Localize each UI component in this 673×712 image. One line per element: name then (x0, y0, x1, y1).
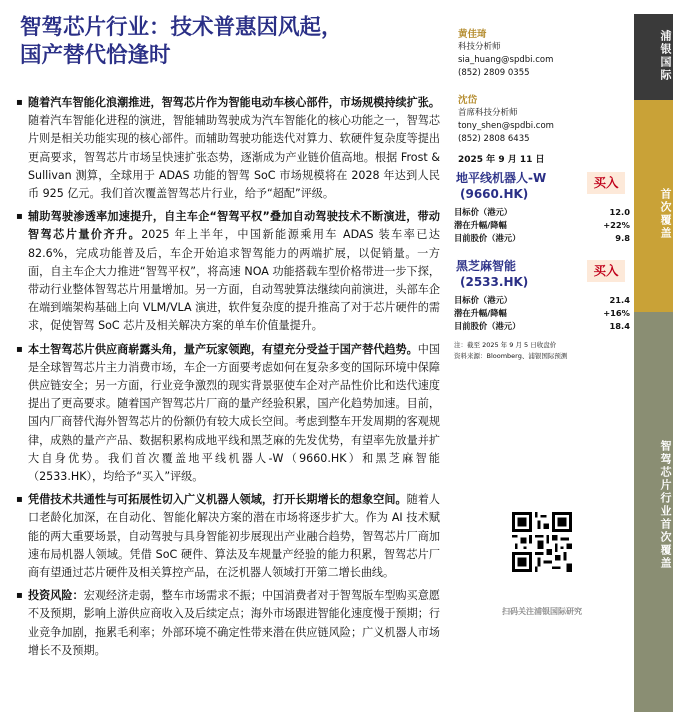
metric-target-price (454, 206, 630, 219)
bullet-adas-penetration (16, 208, 440, 335)
report-title (20, 14, 450, 70)
stock-card-black-sesame (454, 258, 630, 333)
price-notes (454, 340, 630, 362)
note-source: 资料来源：Bloomberg、浦银国际预测 (454, 352, 568, 360)
note-closing-price: 注：截至 2025 年 9 月 5 日收盘价 (454, 341, 557, 349)
analyst-email[interactable]: sia_huang@spdbi.com (458, 55, 554, 65)
stock-name: 地平线机器人-W (456, 171, 547, 185)
bullet-market-growth (16, 94, 440, 203)
bullet-body: 中国是全球智驾芯片主力消费市场，车企一方面要考虑如何在复杂多变的国际环境中保障供应链安全；另一方面，行业竞争激烈的现实背景驱使车企对产品性价比和迭代速度提出了更高要求。随着国产智驾芯片厂商的量产经验积累，国产化趋势加速。目前，国内厂商替代海外智驾芯片的份额仍有较大成长空间。考虑到整车开发周期的客观规律，成熟的量产产品、数据积累构成地平线和黑芝麻的先发优势，有望率先放量并扩大自身优势。我们首次覆盖地平线机器人-W（9660.HK）和黑芝麻智能（2533.HK），均给予“买入”评级。 (28, 342, 440, 484)
stock-card-horizon (454, 170, 630, 245)
metric-label: 潜在升幅/降幅 (454, 220, 507, 230)
qr-caption: 扫码关注浦银国际研究 (502, 607, 582, 616)
rating-badge: 买入 (587, 172, 625, 194)
stock-name: 黑芝麻智能 (456, 259, 517, 273)
metric-upside (454, 219, 630, 232)
stock-code: (2533.HK) (460, 275, 529, 289)
report-type-label: 首次覆盖 (659, 188, 672, 240)
bullet-heading: 投资风险： (28, 589, 84, 603)
metric-label: 目前股价（港元） (454, 321, 521, 331)
metric-label: 潜在升幅/降幅 (454, 308, 507, 318)
metric-label: 目标价（港元） (454, 295, 513, 305)
metric-value: +22% (603, 220, 630, 230)
bullet-heading: 随着汽车智能化浪潮推进，智驾芯片作为智能电动车核心部件，市场规模持续扩张。 (28, 96, 440, 109)
analyst-phone: (852) 2808 6435 (458, 134, 530, 144)
analyst-name: 黄佳琦 (458, 29, 487, 40)
qr-code-icon[interactable] (512, 512, 572, 572)
stock-metrics (454, 206, 630, 245)
main-content (16, 94, 440, 665)
bullet-heading: 本土智驾芯片供应商崭露头角，量产玩家领跑，有望充分受益于国产替代趋势。 (28, 342, 418, 356)
report-type-tab (634, 100, 673, 312)
stock-metrics (454, 294, 630, 333)
topic-tab (634, 312, 673, 712)
metric-current-price (454, 232, 630, 245)
bullet-domestic-suppliers (16, 341, 440, 487)
metric-value: 18.4 (609, 321, 630, 331)
bullet-robotics (16, 491, 440, 582)
analyst-role: 科技分析师 (458, 42, 501, 52)
bullet-investment-risks (16, 587, 440, 660)
analyst-name: 沈岱 (458, 95, 478, 106)
bullet-body: 随着人口老龄化加深，在自动化、智能化解决方案的潜在市场将逐步扩大。作为 AI 技术赋能的两大重要场景，自动驾驶与具身智能初步展现出产业融合趋势，智驾芯片厂商加速布局机器人领域。凭借 SoC 硬件、算法及车规量产经验的能力积累，智驾芯片厂商有望通过芯片硬件及相关算控产品，在泛机器人领域打开第二增长曲线。 (28, 493, 440, 580)
report-date: 2025 年 9 月 11 日 (458, 155, 545, 165)
analyst-list (458, 28, 628, 167)
analyst-email[interactable]: tony_shen@spdbi.com (458, 121, 554, 131)
metric-target-price (454, 294, 630, 307)
metric-value: 9.8 (615, 233, 630, 243)
analyst-card (458, 28, 628, 80)
analyst-role: 首席科技分析师 (458, 108, 518, 118)
metric-value: 12.0 (609, 207, 630, 217)
bullet-body: 2025 年上半年，中国新能源乘用车 ADAS 装车率已达 82.6%，完成功能普及后，车企开始追求智驾能力的两端扩展，以促销量。一方面，自主车企大力推进“智驾平权”，将高速 NOA 功能搭载车型价格带进一步下探，带动行业整体智驾芯片用量增加。另一方面，自动驾驶算法继续向前演进，头部车企在端到端架构基础上向 VLM/VLA 演进，软件复杂度的提升推高了对于芯片硬件的需求，促使智驾 SoC 芯片及相关解决方案的单车价值量提升。 (28, 228, 440, 333)
analyst-card (458, 94, 628, 146)
analyst-phone: (852) 2809 0355 (458, 68, 530, 78)
metric-upside (454, 307, 630, 320)
bullet-body: 宏观经济走弱，整车市场需求不振；中国消费者对于智驾版车型购买意愿不及预期，影响上游供应商收入及后续定点；海外市场跟进智能化速度慢于预期；行业竞争加剧，拖累毛利率；外部环境不确定性带来潜在供应链风险；广义机器人市场增长不及预期。 (28, 589, 440, 657)
bullet-heading: 凭借技术共通性与可拓展性切入广义机器人领域，打开长期增长的想象空间。 (28, 493, 407, 507)
bullet-heading: 辅助驾驶渗透率加速提升，自主车企“智驾平权”叠加自动驾驶技术不断演进，带动智驾芯片量价齐升。 (28, 210, 440, 242)
brand-label: 浦银国际 (659, 30, 672, 82)
metric-value: 21.4 (609, 295, 630, 305)
report-title-line-2: 国产替代恰逢时 (20, 43, 171, 68)
metric-label: 目标价（港元） (454, 207, 513, 217)
rating-badge: 买入 (587, 260, 625, 282)
metric-value: +16% (603, 308, 630, 318)
metric-label: 目前股价（港元） (454, 233, 521, 243)
report-title-line-1: 智驾芯片行业：技术普惠因风起， (20, 15, 343, 40)
brand-tab (634, 14, 673, 100)
topic-label: 智驾芯片行业首次覆盖 (659, 440, 672, 570)
metric-current-price (454, 320, 630, 333)
bullet-body: 随着汽车智能化进程的演进，智能辅助驾驶成为汽车智能化的核心功能之一，智驾芯片则是相关功能实现的核心部件。而辅助驾驶功能迭代对算力、软硬件复杂度等提出更高要求，智驾芯片市场呈快速扩张态势，逐渐成为产业链价值高地。根据 Frost & Sullivan 测算，全球用于 ADAS 功能的智驾 SoC 市场规模将在 2028 年达到人民币 925 亿元。我们首次覆盖智驾芯片行业，给予“超配”评级。 (28, 114, 440, 201)
stock-code: (9660.HK) (460, 187, 529, 201)
